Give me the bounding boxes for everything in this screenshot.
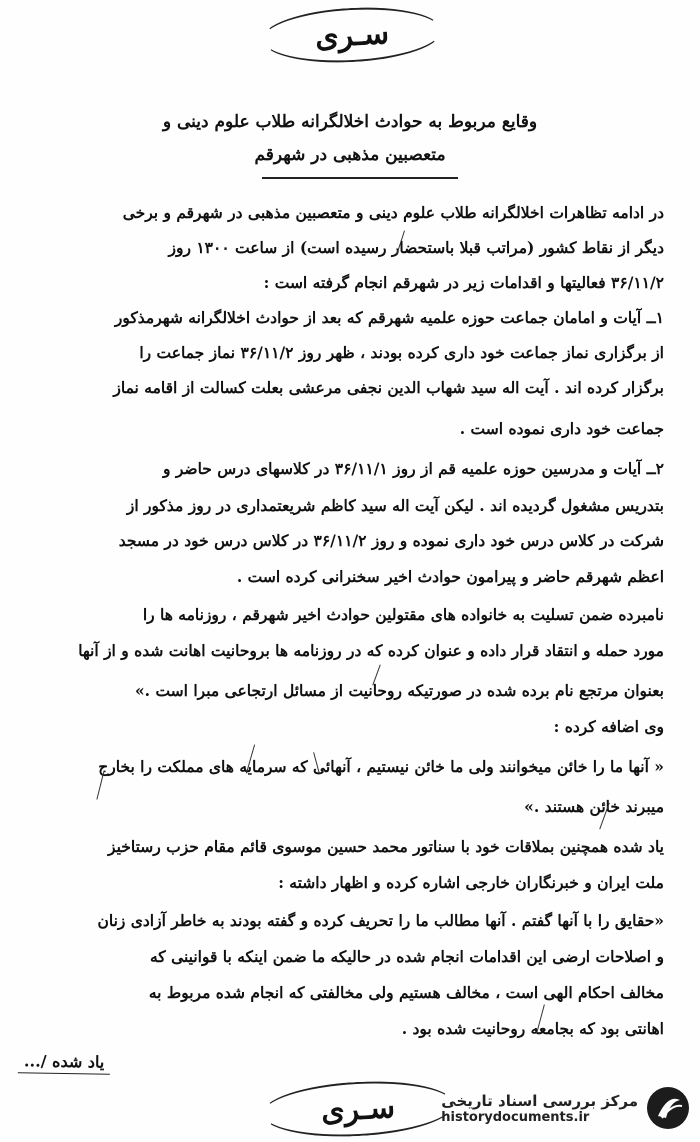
body-line: و اصلاحات ارضی این اقدامات انجام شده در حالیکه ما ضمن اینکه با قوانینی که <box>149 947 664 966</box>
body-line: مورد حمله و انتقاد قرار داده و عنوان کرده که در روزنامه ها بروحانیت اهانت شده و از آنها <box>78 641 664 660</box>
body-line: در ادامه تظاهرات اخلالگرانه طلاب علوم دینی و متعصبین مذهبی در شهرقم و برخی <box>122 203 664 222</box>
document-title-line-1: وقایع مربوط به حوادث اخلالگرانه طلاب علوم دینی و <box>162 112 538 132</box>
classification-label: سـری <box>314 15 390 55</box>
body-line: بعنوان مرتجع نام برده شده در صورتیکه روحانیت از مسائل ارتجاعی مبرا است .» <box>134 681 664 700</box>
classification-stamp-top <box>261 3 444 66</box>
body-line: شرکت در کلاس درس خود داری نموده و روز ۳۶/۱۱/۲ در کلاس درس خود در مسجد <box>118 531 664 550</box>
body-line: ۲ــ آیات و مدرسین حوزه علمیه قم از روز ۳۶/۱۱/۱ در کلاسهای درس حاضر و <box>162 459 664 478</box>
body-line: ۳۶/۱۱/۲ فعالیتها و اقدامات زیر در شهرقم انجام گرفته است : <box>263 273 664 292</box>
archive-watermark <box>441 1086 690 1130</box>
body-line: نامبرده ضمن تسلیت به خانواده های مقتولین حوادث اخیر شهرقم ، روزنامه ها را <box>142 605 664 624</box>
classification-label: سـری <box>320 1089 396 1129</box>
document-title-line-2: متعصبین مذهبی در شهرقم <box>254 145 446 165</box>
body-line: جماعت خود داری نموده است . <box>459 419 664 438</box>
body-line: برگزار کرده اند . آیت اله سید شهاب الدین نجفی مرعشی بعلت کسالت از اقامه نماز <box>113 378 664 397</box>
body-line: اعظم شهرقم حاضر و پیرامون حوادث اخیر سخنرانی کرده است . <box>236 567 664 586</box>
body-line: میبرند خائن هستند .» <box>524 797 664 816</box>
body-line: یاد شده همچنین بملاقات خود با سناتور محمد حسین موسوی قائم مقام حزب رستاخیز <box>108 837 664 856</box>
archive-url[interactable]: historydocuments.ir <box>441 1109 590 1125</box>
body-line: ۱ــ آیات و امامان جماعت حوزه علمیه شهرقم که بعد از حوادث اخلالگرانه شهرمذکور <box>114 308 664 327</box>
footer-continuation-note: یاد شده /... <box>18 1051 111 1075</box>
body-line: از برگزاری نماز جماعت خود داری کرده بودند ، ظهر روز ۳۶/۱۱/۲ نماز جماعت را <box>139 343 664 362</box>
body-line: ملت ایران و خبرنگاران خارجی اشاره کرده و اظهار داشته : <box>278 873 664 892</box>
body-line: «حقایق را با آنها گفتم . آنها مطالب ما را تحریف کرده و گفته بودند به خاطر آزادی زنان <box>97 911 664 930</box>
body-line: دیگر از نقاط کشور (مراتب قبلا باستحضار رسیده است) از ساعت ۱۳۰۰ روز <box>168 238 664 257</box>
body-line: مخالف احکام الهی است ، مخالف هستیم ولی مخالفتی که انجام شده مربوط به <box>148 983 664 1002</box>
archive-logo-icon <box>646 1086 690 1130</box>
body-line: وی اضافه کرده : <box>553 717 664 736</box>
archive-name: مرکز بررسی اسناد تاریخی <box>441 1091 638 1110</box>
title-underline <box>262 177 458 179</box>
body-line: « آنها ما را خائن میخوانند ولی ما خائن نیستیم ، آنهائی که سرمایه های مملکت را بخارج <box>98 757 664 776</box>
body-line: بتدریس مشغول گردیده اند . لیکن آیت اله سید کاظم شریعتمداری در روز مذکور از <box>126 496 664 515</box>
body-line: اهانتی بود که بجامعه روحانیت شده بود . <box>401 1019 664 1038</box>
classification-stamp-bottom <box>261 1077 456 1141</box>
